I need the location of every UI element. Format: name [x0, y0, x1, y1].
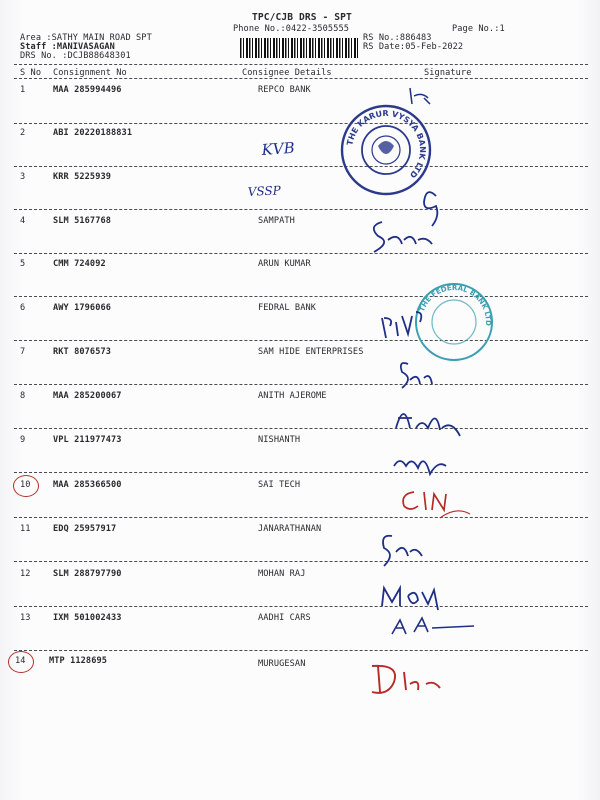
signature-row-1: [410, 88, 430, 104]
rs-date: RS Date:05-Feb-2022: [363, 42, 464, 52]
signature-row-12: [382, 588, 438, 610]
row-consignee: FEDRAL BANK: [258, 303, 317, 313]
row-sno: 1: [20, 85, 26, 95]
row-consignment: KRR 5225939: [53, 172, 112, 182]
row-sno: 5: [20, 259, 26, 269]
rs-number: RS No.:886483: [363, 33, 432, 43]
row-sno: 13: [20, 613, 31, 623]
row-consignee: ANITH AJEROME: [258, 391, 327, 401]
row-sno: 11: [20, 524, 31, 534]
row-consignee: NISHANTH: [258, 435, 301, 445]
signature-row-4: [374, 222, 432, 252]
handwritten-vssp: VSSP: [247, 183, 282, 199]
row-sno: 2: [20, 128, 26, 138]
row-consignment: MAA 285366500: [53, 480, 122, 490]
row-consignment: ABI 20220188831: [53, 128, 133, 138]
drs-number: DRS No. :DCJB88648301: [20, 51, 131, 61]
row-sno: 4: [20, 216, 26, 226]
row-sno: 12: [20, 569, 31, 579]
row-consignment: RKT 8076573: [53, 347, 112, 357]
signature-row-8: [396, 414, 460, 436]
row-consignment: MAA 285994496: [53, 85, 122, 95]
row-sno: 6: [20, 303, 26, 313]
row-consignee: JANARATHANAN: [258, 524, 322, 534]
row-sno: 8: [20, 391, 26, 401]
row-consignment: MAA 285200067: [53, 391, 122, 401]
kvb-stamp-text: THE KARUR VYSYA BANK LTD: [345, 108, 428, 180]
column-header-signature: Signature: [424, 68, 472, 78]
row-sno: 7: [20, 347, 26, 357]
row-sno: 3: [20, 172, 26, 182]
kvb-bank-stamp: [342, 106, 430, 194]
column-header-consignee: Consignee Details: [242, 68, 332, 78]
signature-row-13: [392, 618, 474, 634]
signature-row-3: [424, 192, 437, 226]
row-consignee: MURUGESAN: [258, 659, 306, 669]
row-consignee: SAM HIDE ENTERPRISES: [258, 347, 364, 357]
row-sno: 14: [15, 656, 26, 666]
signature-row-9: [394, 461, 446, 474]
row-consignment: CMM 724092: [53, 259, 106, 269]
row-consignment: VPL 211977473: [53, 435, 122, 445]
row-sno: 9: [20, 435, 26, 445]
row-consignee: ARUN KUMAR: [258, 259, 311, 269]
row-consignee: SAI TECH: [258, 480, 301, 490]
row-consignment: SLM 288797790: [53, 569, 122, 579]
page-number: Page No.:1: [452, 24, 505, 34]
row-consignment: MTP 1128695: [49, 656, 108, 666]
area-label: Area :SATHY MAIN ROAD SPT: [20, 33, 152, 43]
row-consignee: SAMPATH: [258, 216, 295, 226]
row-consignee: MOHAN RAJ: [258, 569, 306, 579]
row-consignment: IXM 501002433: [53, 613, 122, 623]
federal-bank-stamp: [416, 284, 492, 360]
row-consignment: EDQ 25957917: [53, 524, 117, 534]
row-sno: 10: [20, 480, 31, 490]
signature-row-7: [401, 363, 432, 388]
document-title: TPC/CJB DRS - SPT: [252, 12, 352, 23]
row-consignee: AADHI CARS: [258, 613, 311, 623]
svg-text:THE FEDERAL BANK LTD: [418, 284, 492, 326]
handwritten-kvb: KVB: [261, 138, 296, 159]
staff-label: Staff :MANIVASAGAN: [20, 42, 115, 52]
row-consignment: AWY 1796066: [53, 303, 112, 313]
row-consignee: REPCO BANK: [258, 85, 311, 95]
signature-row-11: [383, 536, 422, 566]
federal-stamp-text: THE FEDERAL BANK LTD: [417, 283, 493, 327]
signature-row-10: [403, 492, 446, 510]
signature-row-14: [372, 666, 440, 693]
row-consignment: SLM 5167768: [53, 216, 112, 226]
phone-number: Phone No.:0422-3505555: [233, 24, 350, 34]
column-header-consignment: Consignment No: [53, 68, 127, 78]
column-header-sno: S No: [20, 68, 42, 78]
